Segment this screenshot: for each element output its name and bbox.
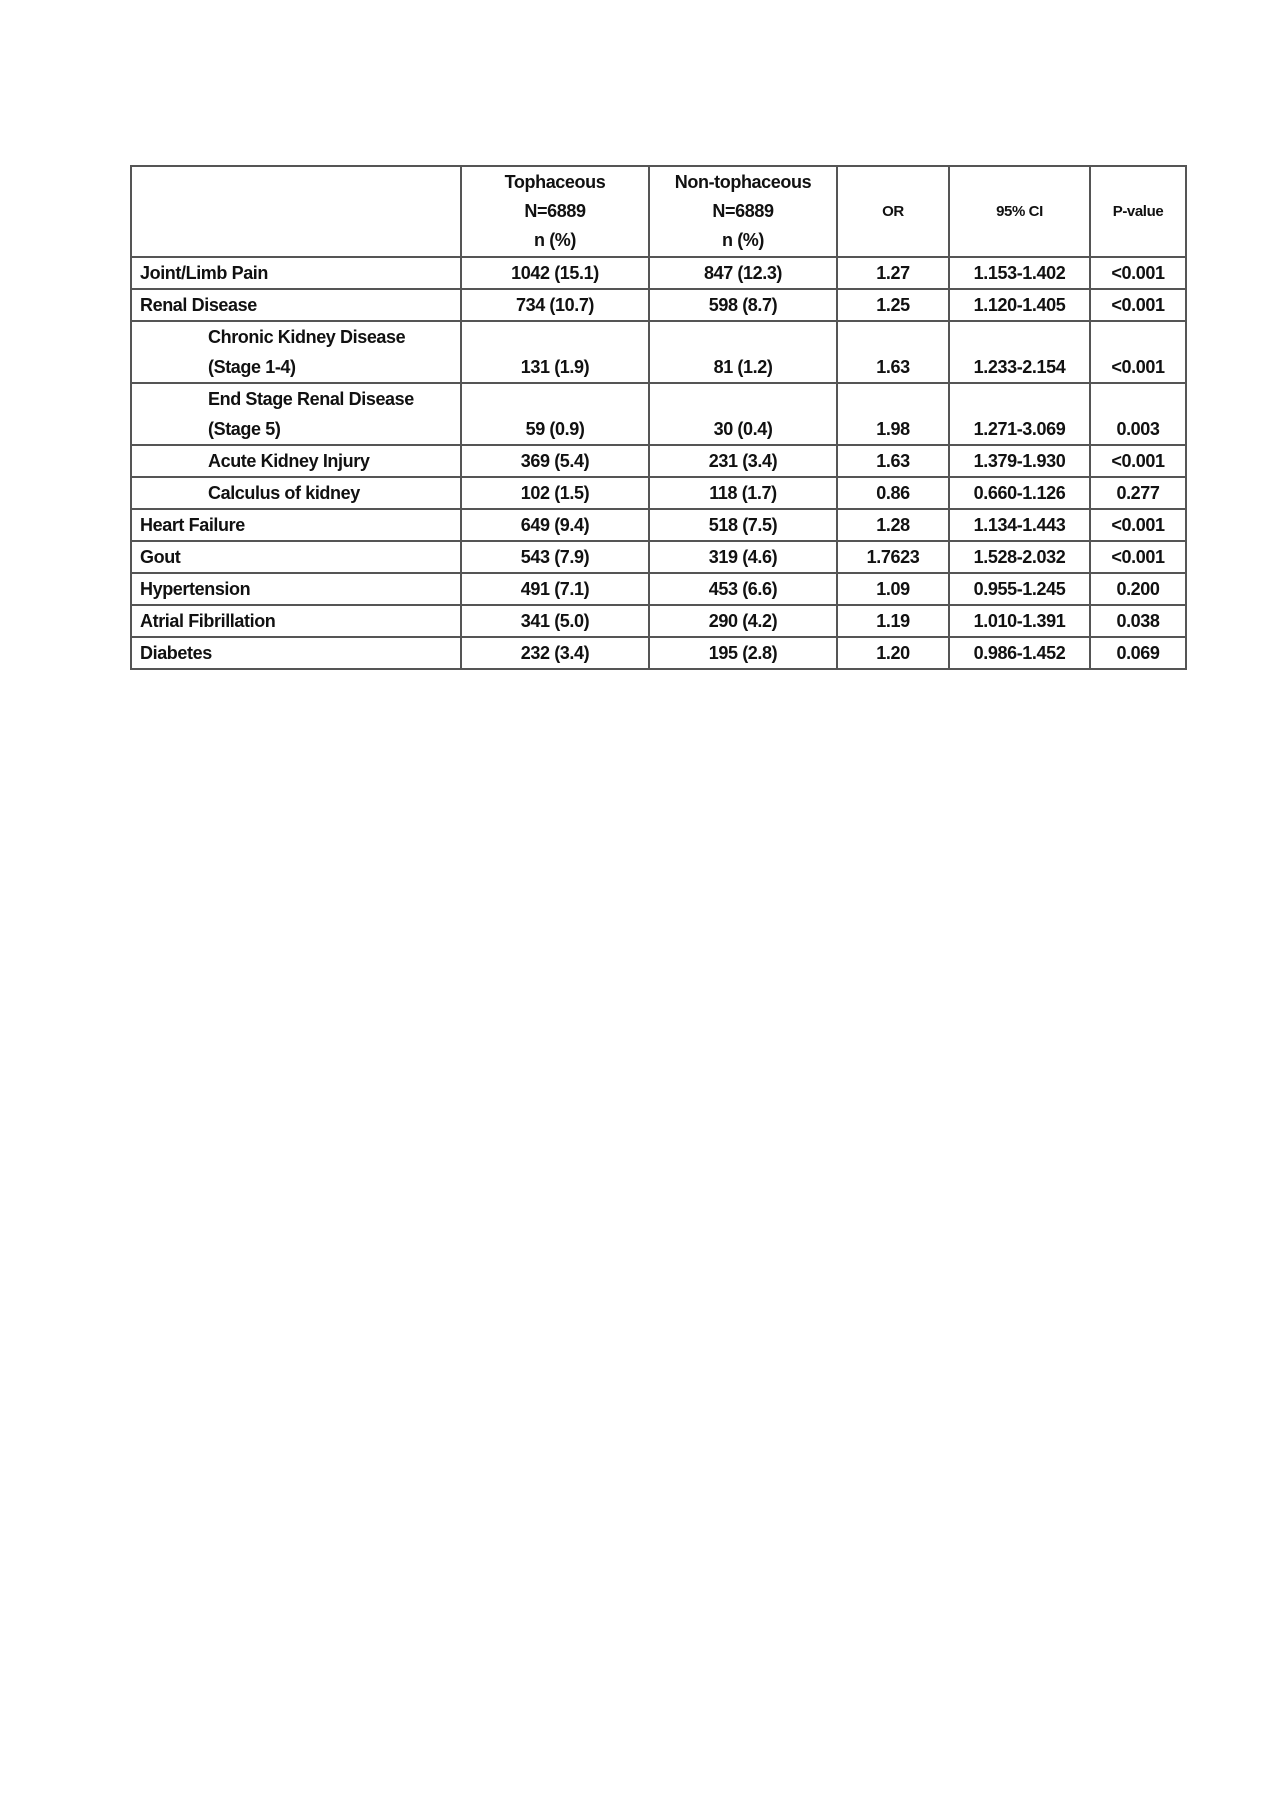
tophaceous-cell: 102 (1.5) — [461, 477, 649, 509]
non-tophaceous-cell: 319 (4.6) — [649, 541, 837, 573]
ci-cell: 0.986-1.452 — [949, 637, 1090, 669]
p-value-cell: <0.001 — [1090, 445, 1186, 477]
row-label: Gout — [131, 541, 461, 573]
p-value-cell: <0.001 — [1090, 541, 1186, 573]
results-table — [130, 165, 1187, 670]
header-or: OR — [837, 166, 949, 257]
row-label: End Stage Renal Disease (Stage 5) — [131, 383, 461, 445]
row-label: Calculus of kidney — [131, 477, 461, 509]
row-label: Renal Disease — [131, 289, 461, 321]
ci-cell: 1.120-1.405 — [949, 289, 1090, 321]
header-non-tophaceous — [649, 166, 837, 257]
header-line: n (%) — [534, 230, 576, 250]
or-cell: 1.63 — [837, 321, 949, 383]
non-tophaceous-cell: 231 (3.4) — [649, 445, 837, 477]
tophaceous-cell: 1042 (15.1) — [461, 257, 649, 289]
tophaceous-cell: 491 (7.1) — [461, 573, 649, 605]
or-cell: 1.63 — [837, 445, 949, 477]
or-cell: 1.28 — [837, 509, 949, 541]
table-row — [131, 541, 1186, 573]
tophaceous-cell: 649 (9.4) — [461, 509, 649, 541]
ci-cell: 1.010-1.391 — [949, 605, 1090, 637]
header-line: Tophaceous — [504, 172, 606, 192]
ci-cell: 1.379-1.930 — [949, 445, 1090, 477]
table-row — [131, 573, 1186, 605]
row-label: Diabetes — [131, 637, 461, 669]
table-row — [131, 509, 1186, 541]
non-tophaceous-cell: 290 (4.2) — [649, 605, 837, 637]
non-tophaceous-cell: 30 (0.4) — [649, 383, 837, 445]
p-value-cell: <0.001 — [1090, 257, 1186, 289]
header-row — [131, 166, 1186, 257]
non-tophaceous-cell: 453 (6.6) — [649, 573, 837, 605]
row-label: Atrial Fibrillation — [131, 605, 461, 637]
p-value-cell: <0.001 — [1090, 509, 1186, 541]
p-value-cell: <0.001 — [1090, 289, 1186, 321]
or-cell: 0.86 — [837, 477, 949, 509]
ci-cell: 1.528-2.032 — [949, 541, 1090, 573]
p-value-cell: 0.069 — [1090, 637, 1186, 669]
ci-cell: 1.134-1.443 — [949, 509, 1090, 541]
or-cell: 1.7623 — [837, 541, 949, 573]
tophaceous-cell: 232 (3.4) — [461, 637, 649, 669]
table-row — [131, 477, 1186, 509]
non-tophaceous-cell: 598 (8.7) — [649, 289, 837, 321]
table-row — [131, 257, 1186, 289]
header-tophaceous — [461, 166, 649, 257]
tophaceous-cell: 59 (0.9) — [461, 383, 649, 445]
ci-cell: 0.660-1.126 — [949, 477, 1090, 509]
tophaceous-cell: 543 (7.9) — [461, 541, 649, 573]
ci-cell: 1.153-1.402 — [949, 257, 1090, 289]
tophaceous-cell: 341 (5.0) — [461, 605, 649, 637]
or-cell: 1.19 — [837, 605, 949, 637]
header-line: N=6889 — [524, 201, 586, 221]
table-row — [131, 289, 1186, 321]
or-cell: 1.20 — [837, 637, 949, 669]
table-row — [131, 445, 1186, 477]
table-row — [131, 637, 1186, 669]
header-p-value: P-value — [1090, 166, 1186, 257]
row-label: Joint/Limb Pain — [131, 257, 461, 289]
p-value-cell: 0.200 — [1090, 573, 1186, 605]
non-tophaceous-cell: 118 (1.7) — [649, 477, 837, 509]
or-cell: 1.27 — [837, 257, 949, 289]
or-cell: 1.98 — [837, 383, 949, 445]
header-line: Non-tophaceous — [674, 172, 812, 192]
non-tophaceous-cell: 847 (12.3) — [649, 257, 837, 289]
header-ci: 95% CI — [949, 166, 1090, 257]
tophaceous-cell: 131 (1.9) — [461, 321, 649, 383]
tophaceous-cell: 369 (5.4) — [461, 445, 649, 477]
row-label: Heart Failure — [131, 509, 461, 541]
p-value-cell: 0.003 — [1090, 383, 1186, 445]
header-line: n (%) — [722, 230, 764, 250]
row-label: Chronic Kidney Disease (Stage 1-4) — [131, 321, 461, 383]
non-tophaceous-cell: 518 (7.5) — [649, 509, 837, 541]
row-label: Hypertension — [131, 573, 461, 605]
table-row — [131, 321, 1186, 383]
ci-cell: 1.233-2.154 — [949, 321, 1090, 383]
or-cell: 1.25 — [837, 289, 949, 321]
ci-cell: 1.271-3.069 — [949, 383, 1090, 445]
table-row — [131, 605, 1186, 637]
p-value-cell: 0.277 — [1090, 477, 1186, 509]
table-row — [131, 383, 1186, 445]
non-tophaceous-cell: 195 (2.8) — [649, 637, 837, 669]
non-tophaceous-cell: 81 (1.2) — [649, 321, 837, 383]
header-label — [131, 166, 461, 257]
tophaceous-cell: 734 (10.7) — [461, 289, 649, 321]
p-value-cell: <0.001 — [1090, 321, 1186, 383]
p-value-cell: 0.038 — [1090, 605, 1186, 637]
or-cell: 1.09 — [837, 573, 949, 605]
row-label: Acute Kidney Injury — [131, 445, 461, 477]
header-line: N=6889 — [712, 201, 774, 221]
ci-cell: 0.955-1.245 — [949, 573, 1090, 605]
